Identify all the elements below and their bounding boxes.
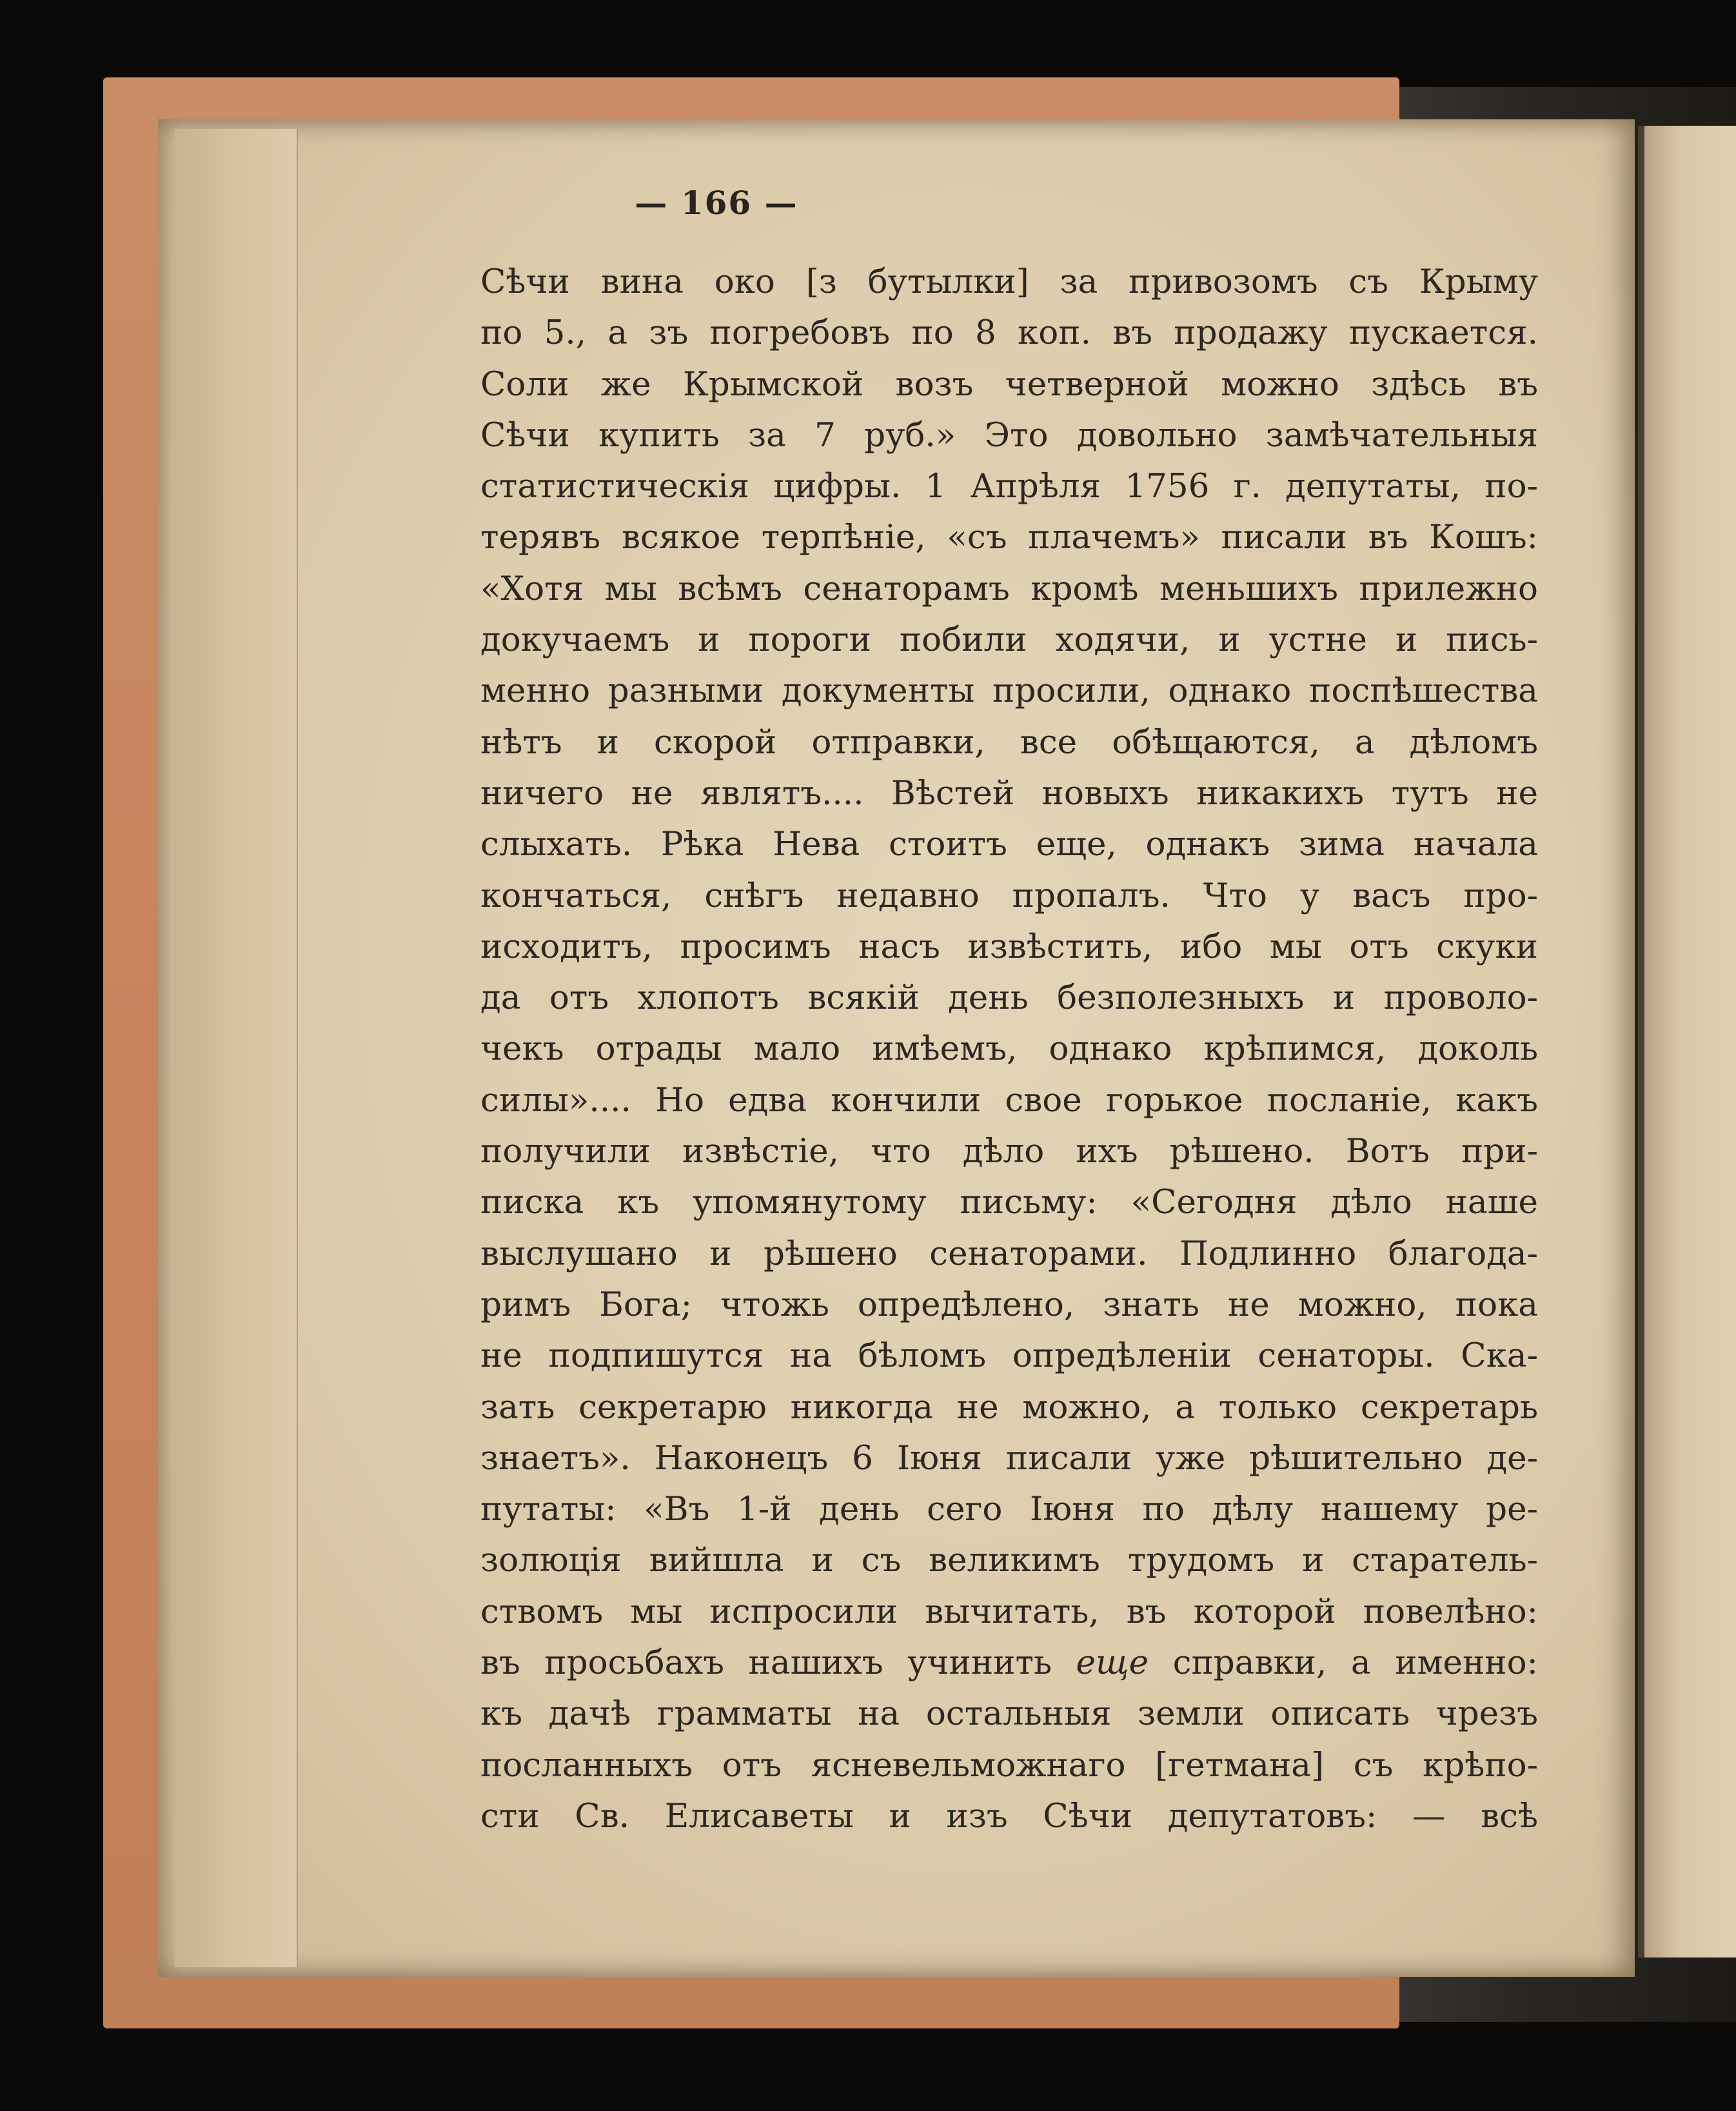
text-line: золюція вийшла и съ великимъ трудомъ и старатель- xyxy=(480,1541,1538,1580)
text-line: кончаться, снѣгъ недавно пропалъ. Что у васъ про- xyxy=(480,876,1538,915)
text-line: сти Св. Елисаветы и изъ Сѣчи депутатовъ: — всѣ xyxy=(480,1796,1538,1836)
text-line: не подпишутся на бѣломъ опредѣленіи сенаторы. Ска- xyxy=(480,1336,1538,1376)
text-line: чекъ отрады мало имѣемъ, однако крѣпимся, доколь xyxy=(480,1029,1538,1069)
text-line: «Хотя мы всѣмъ сенаторамъ кромѣ меньшихъ прилежно xyxy=(480,569,1538,608)
text-line: знаетъ». Наконецъ 6 Іюня писали уже рѣшительно де- xyxy=(480,1438,1538,1478)
page-gutter xyxy=(174,129,298,1967)
facing-page-edge xyxy=(1638,126,1736,1957)
text-line: терявъ всякое терпѣніе, «съ плачемъ» писали въ Кошъ: xyxy=(480,518,1538,557)
text-line: силы».... Но едва кончили свое горькое посланіе, какъ xyxy=(480,1080,1538,1120)
text-line: исходитъ, просимъ насъ извѣстить, ибо мы отъ скуки xyxy=(480,927,1538,966)
text-line: къ дачѣ грамматы на остальныя земли описать чрезъ xyxy=(480,1694,1538,1734)
text-line: слыхать. Рѣка Нева стоитъ еще, однакъ зима начала xyxy=(480,825,1538,864)
text-line: по 5., а зъ погребовъ по 8 коп. въ продажу пускается. xyxy=(480,313,1538,353)
italic-word: еще xyxy=(1076,1643,1149,1683)
text-line: писка къ упомянутому письму: «Сегодня дѣло наше xyxy=(480,1183,1538,1222)
text-line: менно разными документы просили, однако поспѣшества xyxy=(480,671,1538,711)
text-line: получили извѣстіе, что дѣло ихъ рѣшено. Вотъ при- xyxy=(480,1132,1538,1171)
text-line: ствомъ мы испросили вычитать, въ которой повелѣно: xyxy=(480,1592,1538,1631)
page-number-header xyxy=(0,184,1736,222)
body-text xyxy=(480,257,1538,1842)
page-number: — 166 — xyxy=(635,184,798,222)
text-line: посланныхъ отъ ясневельможнаго [гетмана] съ крѣпо- xyxy=(480,1745,1538,1785)
text-line: Сѣчи вина око [з бутылки] за привозомъ съ Крыму xyxy=(480,263,1538,301)
text-line: нѣтъ и скорой отправки, все обѣщаются, а дѣломъ xyxy=(480,722,1538,762)
text-fragment: справки, а именно: xyxy=(1149,1643,1538,1683)
text-line: выслушано и рѣшено сенаторами. Подлинно благода- xyxy=(480,1234,1538,1273)
text-line: ничего не являтъ.... Вѣстей новыхъ никакихъ тутъ не xyxy=(480,773,1538,813)
text-line: докучаемъ и пороги побили ходячи, и устне и пись- xyxy=(480,620,1538,660)
text-line: статистическія цифры. 1 Апрѣля 1756 г. депутаты, по- xyxy=(480,467,1538,506)
text-fragment: въ просьбахъ нашихъ учинить xyxy=(480,1643,1076,1683)
text-line: Соли же Крымской возъ четверной можно здѣсь въ xyxy=(480,364,1538,404)
text-line: римъ Бога; чтожь опредѣлено, знать не можно, пока xyxy=(480,1285,1538,1324)
text-line: путаты: «Въ 1-й день сего Іюня по дѣлу нашему ре- xyxy=(480,1490,1538,1529)
text-line: зать секретарю никогда не можно, а только секретарь xyxy=(480,1387,1538,1427)
text-line xyxy=(480,1638,1538,1689)
text-line: Сѣчи купить за 7 руб.» Это довольно замѣчательныя xyxy=(480,415,1538,455)
text-line: да отъ хлопотъ всякій день безполезныхъ и проволо- xyxy=(480,978,1538,1018)
